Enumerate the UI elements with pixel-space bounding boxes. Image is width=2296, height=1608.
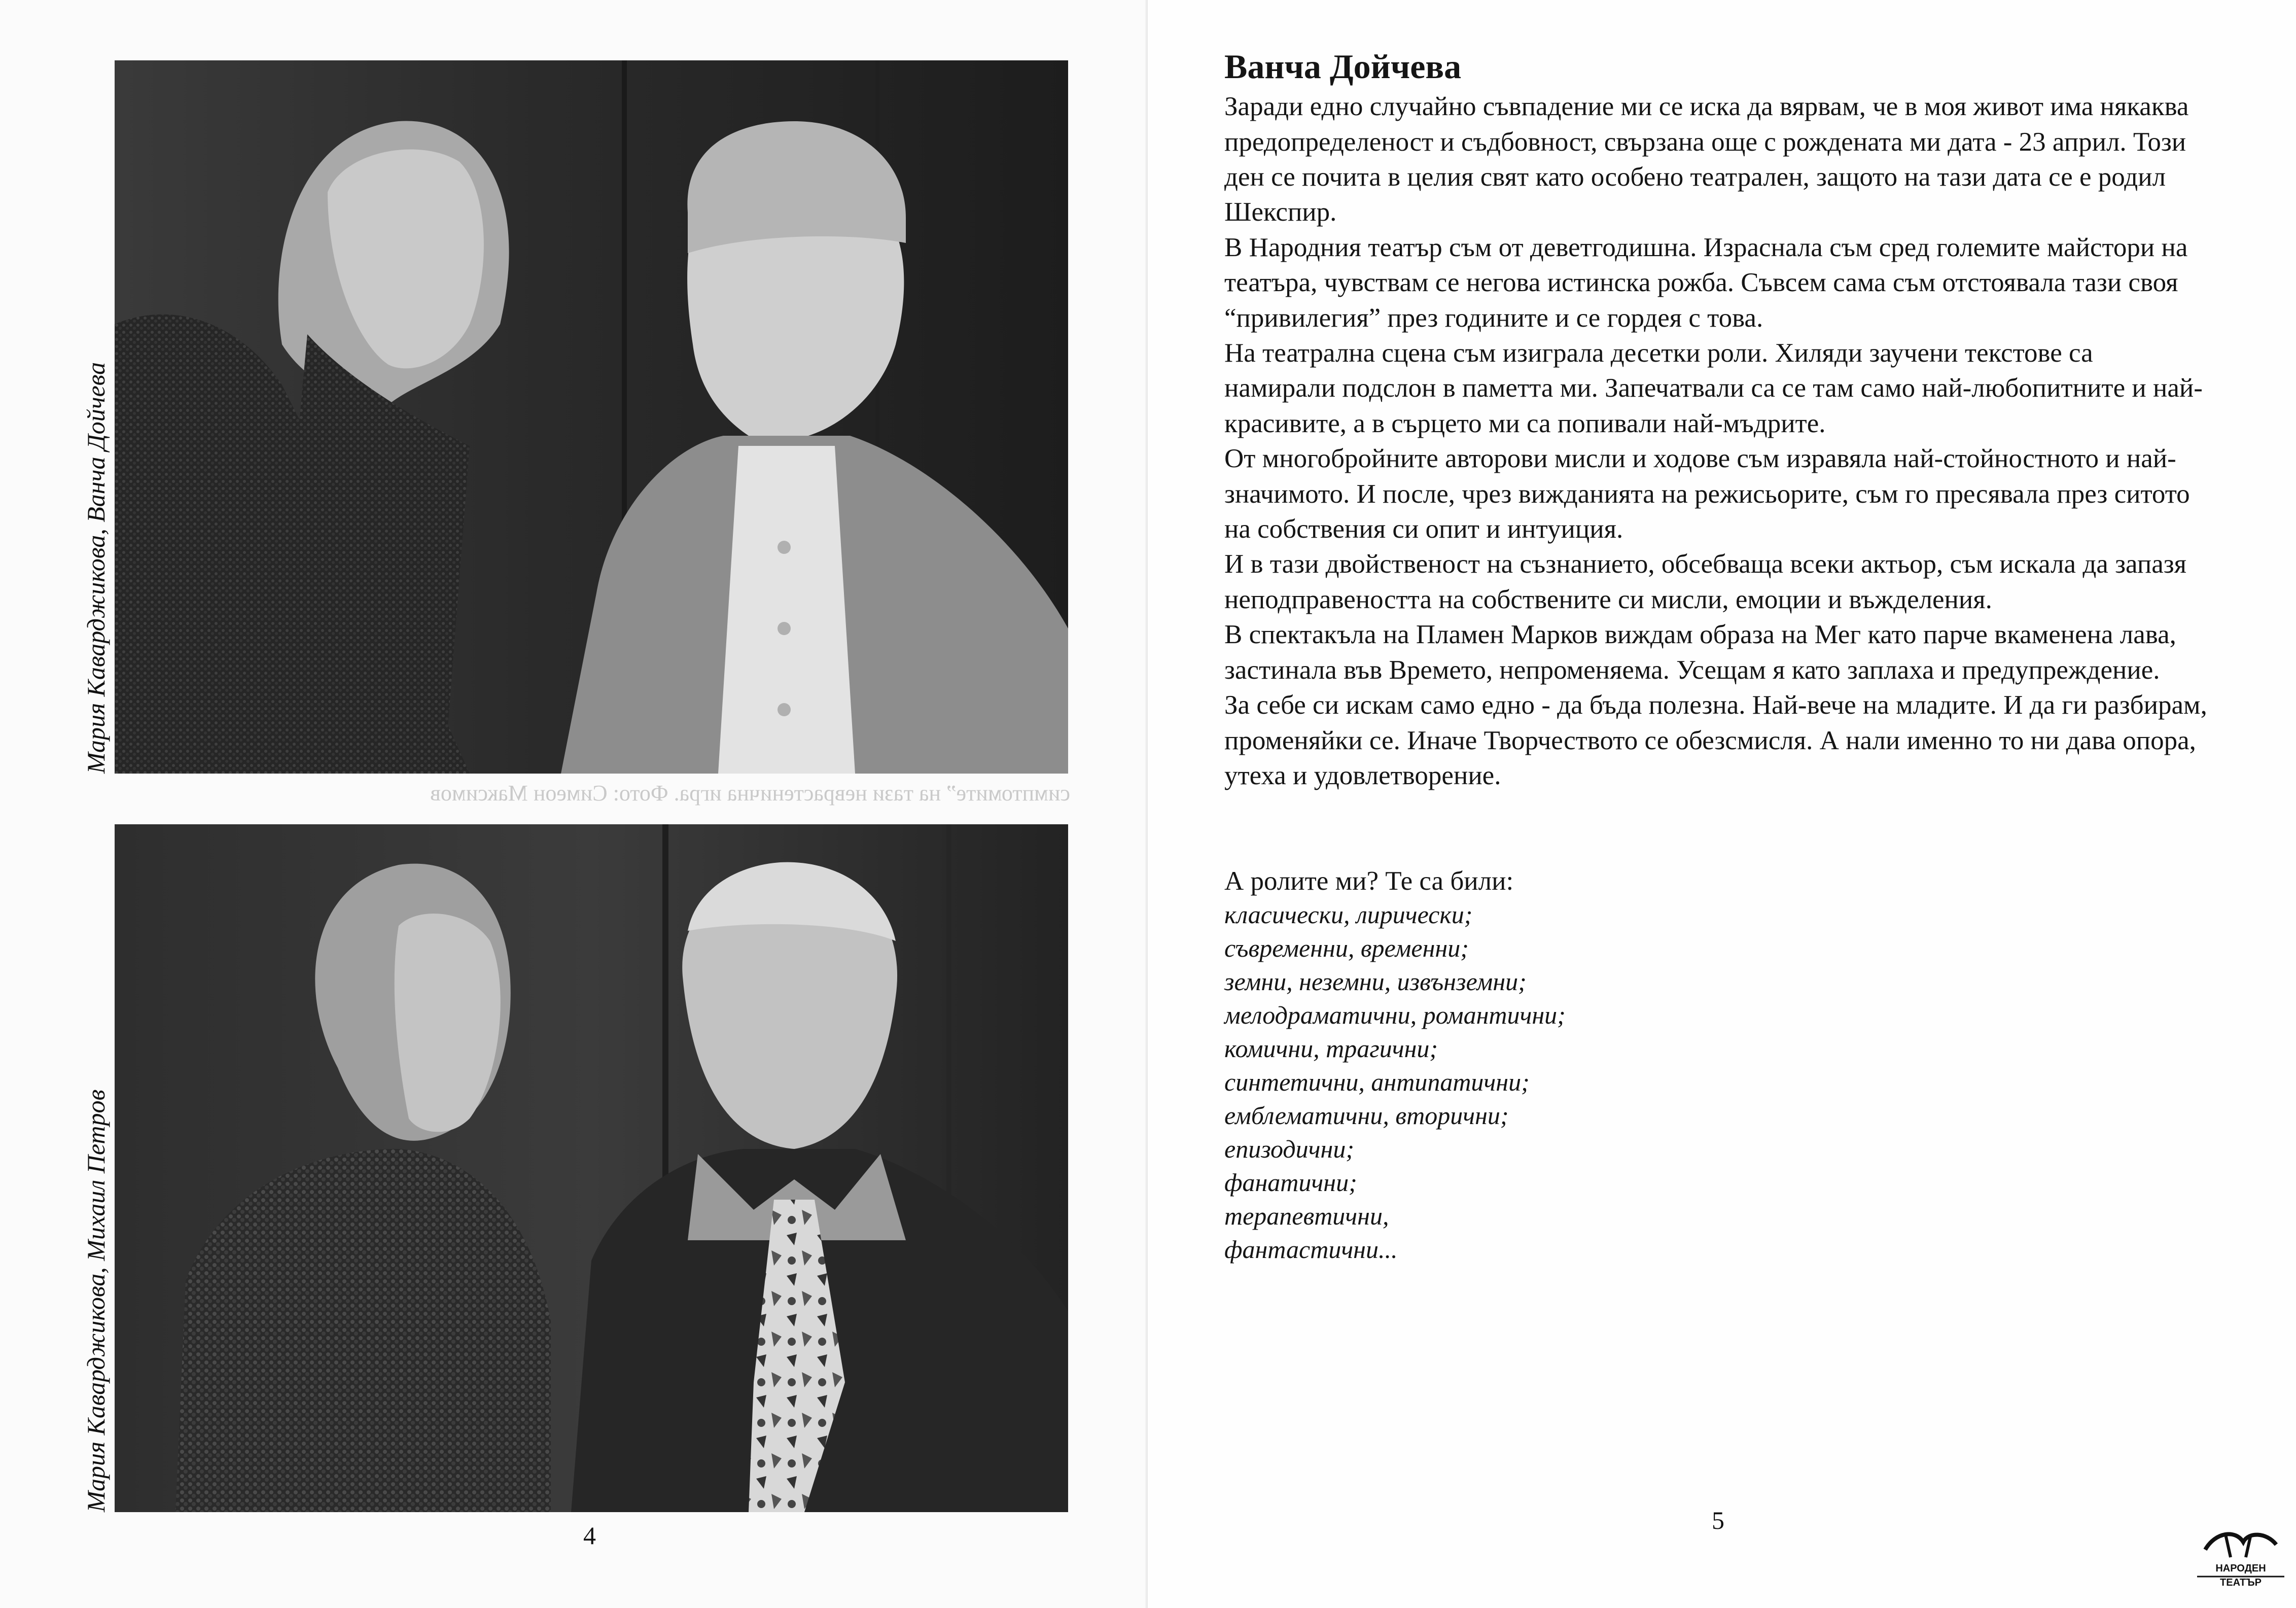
paragraph: За себе си искам само едно - да бъда полезна. Най-вече на младите. И да ги разбирам, променяйки се. Иначе Творчеството се обезсмисля. А нали именно то ни дава опора, утеха и удовлетворение. <box>1224 690 2207 790</box>
roles-list <box>1224 898 2208 1266</box>
article <box>1224 47 2208 1266</box>
photo-kavardzhikova-doycheva <box>115 60 1068 774</box>
caption-top-text: Мария Каварджикова, Ванча Дойчева <box>82 362 110 774</box>
paragraph: От многобройните авторови мисли и ходове съм изравяла най-стойностното и най-значимото. И после, чрез вижданията на режисьорите, съм го пресявала през ситото на собствения си опит и интуиция. <box>1224 444 2190 544</box>
show-through-text: симптомите” на тази неврастенична игра. Фото: Симеон Максимов <box>430 781 1070 806</box>
role-item: синтетични, антипатични; <box>1224 1068 1530 1097</box>
paragraph: Заради едно случайно съвпадение ми се иска да вярвам, че в моя живот има някаква предопределеност и съдбовност, свързана още с рождената ми дата - 23 април. Този ден се почита в целия свят като особено театрален, защото на тази дата се е родил Шекспир. <box>1224 92 2189 227</box>
article-title: Ванча Дойчева <box>1224 47 1462 86</box>
paragraph: На театрална сцена съм изиграла десетки роли. Хиляди заучени текстове са намирали подслон в паметта ми. Запечатвали са се там само най-любопитните и най-красивите, а в сърцето ми са попивали най-мъдрите. <box>1224 338 2203 438</box>
role-item: фантастични... <box>1224 1235 1398 1264</box>
photo-kavardzhikova-petrov <box>115 824 1068 1512</box>
role-item: терапевтични, <box>1224 1202 1389 1231</box>
paragraph: В Народния театър съм от деветгодишна. Израснала съм сред големите майстори на театъра, чувствам се негова истинска рожба. Съвсем сама съм отстоявала тази своя “привилегия” през годините и се гордея с това. <box>1224 232 2188 333</box>
role-item: съвременни, временни; <box>1224 934 1469 963</box>
logo-text: НАРОДЕН ТЕАТЪР <box>2215 1563 2266 1588</box>
caption-bottom-text: Мария Каварджикова, Михаил Петров <box>82 1089 110 1512</box>
paragraph: И в тази двойственост на съзнанието, обсебваща всеки актьор, съм искала да запазя неподправеността на собствените си мисли, емоции и въжделения. <box>1224 549 2187 614</box>
roles-intro: А ролите ми? Те са били: <box>1224 866 1514 896</box>
page-number-left: 4 <box>583 1521 596 1550</box>
role-item: епизодични; <box>1224 1135 1354 1164</box>
role-item: класически, лирически; <box>1224 900 1473 929</box>
role-item: земни, неземни, извънземни; <box>1224 967 1527 996</box>
article-body <box>1224 89 2208 793</box>
national-theatre-logo <box>2195 1522 2286 1598</box>
page-number-right: 5 <box>1712 1506 1724 1534</box>
role-item: комични, трагични; <box>1224 1034 1438 1063</box>
role-item: мелодраматични, романтични; <box>1224 1001 1566 1030</box>
role-item: фанатични; <box>1224 1168 1357 1197</box>
paragraph: В спектакъла на Пламен Марков виждам образа на Мег като парче вкаменена лава, застинала във Времето, непроменяема. Усещам я като заплаха и предупреждение. <box>1224 620 2176 685</box>
role-item: емблематични, вторични; <box>1224 1101 1509 1130</box>
